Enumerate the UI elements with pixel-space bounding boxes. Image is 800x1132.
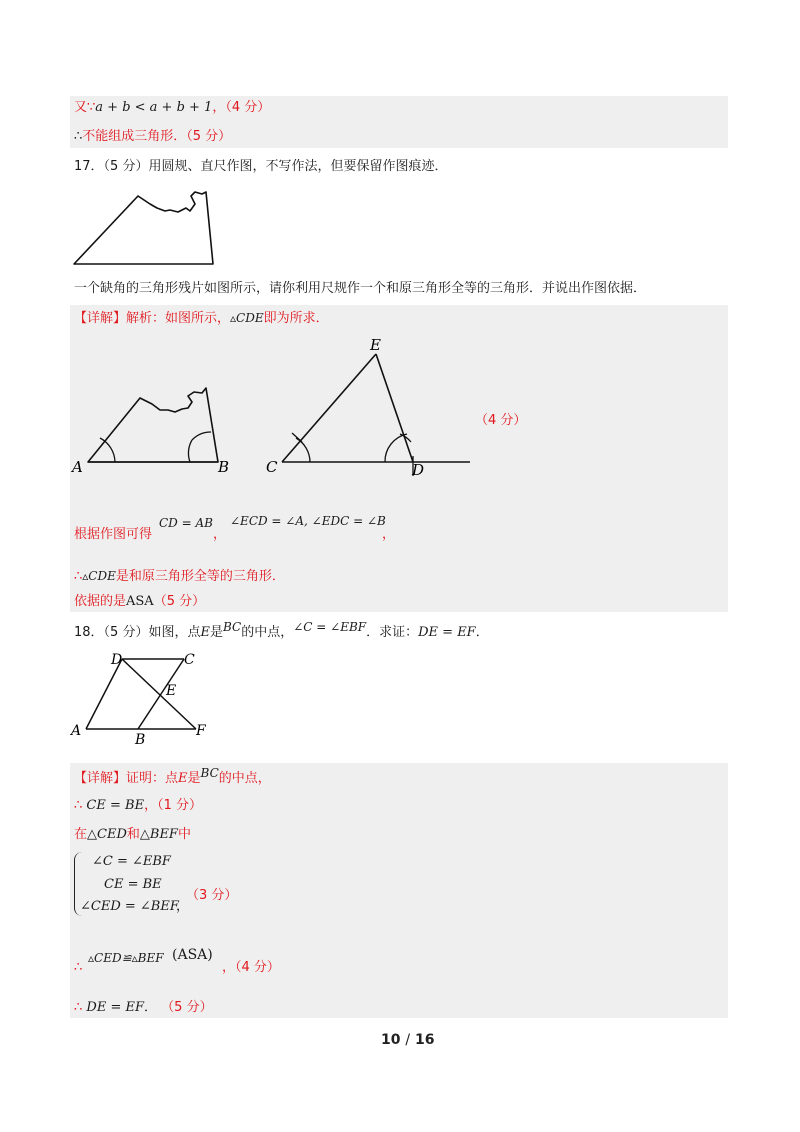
prev-line-1: 又∵a + b < a + b + 1，（4 分） xyxy=(74,100,271,115)
q18-stem: 18．（5 分）如图，点E是BC的中点，∠C = ∠EBF．求证：DE = EF． xyxy=(74,620,489,640)
arc-at-C xyxy=(296,438,310,462)
label-B: B xyxy=(218,458,230,476)
label-D: D xyxy=(412,461,425,479)
q17-score-4: （4 分） xyxy=(475,413,527,428)
left-broken-triangle xyxy=(88,388,218,462)
q18-system-score: （3 分） xyxy=(186,888,238,903)
label-A: A xyxy=(72,458,83,476)
q17-broken-triangle-figure xyxy=(70,184,220,268)
page-number: 10 / 16 xyxy=(381,1032,435,1048)
q18-step-3-expr: ▵CED≌▵BEF xyxy=(88,951,164,965)
q17-construction-figure xyxy=(70,330,490,482)
q18-step-4: ∴ DE = EF． （5 分） xyxy=(74,1000,213,1015)
segment-DF xyxy=(122,659,196,729)
q18-system-line-2: CE = BE xyxy=(104,877,162,892)
label-B: B xyxy=(135,732,146,746)
q18-system-line-3: ∠CED = ∠BEF xyxy=(80,899,179,914)
q18-proof-head: 【详解】证明：点E是BC的中点， xyxy=(74,766,271,786)
q18-system-line-1: ∠C = ∠EBF xyxy=(92,854,171,869)
q18-step-3-asa: (ASA) xyxy=(172,947,213,963)
q18-figure xyxy=(66,648,216,746)
arc-at-B-2 xyxy=(188,440,192,462)
q18-step-1: ∴ CE = BE，（1 分） xyxy=(74,798,202,813)
arc-at-B xyxy=(192,432,211,440)
label-D: D xyxy=(111,652,123,668)
segment-DE xyxy=(376,354,413,462)
arc-at-D xyxy=(385,434,407,462)
label-E: E xyxy=(166,683,177,699)
q17-basis: 根据作图可得 xyxy=(74,527,153,542)
q17-answer-head: 【详解】解析：如图所示，▵CDE即为所求． xyxy=(74,311,329,326)
label-F: F xyxy=(196,723,206,739)
q18-system-end: ， xyxy=(176,899,190,914)
arc-at-A xyxy=(100,438,115,462)
q17-basis-end: ， xyxy=(382,527,396,542)
label-C: C xyxy=(184,652,195,668)
label-E: E xyxy=(370,336,381,354)
q17-basis-sep: ， xyxy=(213,527,227,542)
q17-stem: 17．（5 分）用圆规、直尺作图，不写作法，但要保留作图痕迹． xyxy=(74,159,448,174)
segment-AD xyxy=(86,659,122,729)
q18-step-2: 在△CED和△BEF中 xyxy=(74,827,191,842)
q17-question: 一个缺角的三角形残片如图所示，请你利用尺规作一个和原三角形全等的三角形．并说出作图依据． xyxy=(74,281,647,296)
q17-basis-eq1: CD = AB xyxy=(159,516,213,530)
q18-step-3-score: ，（4 分） xyxy=(222,960,280,975)
segment-BC xyxy=(138,659,184,729)
label-C: C xyxy=(266,458,278,476)
arc-at-C-mark xyxy=(292,433,302,442)
label-A: A xyxy=(71,723,82,739)
segment-CE xyxy=(282,354,376,462)
q17-basis-asa: 依据的是ASA（5 分） xyxy=(74,594,206,609)
prev-line-2: ∴不能组成三角形．（5 分） xyxy=(74,129,232,144)
q17-conclusion: ∴▵CDE是和原三角形全等的三角形． xyxy=(74,569,285,584)
q18-step-3: ∴ xyxy=(74,960,83,975)
q17-basis-eq2: ∠ECD = ∠A, ∠EDC = ∠B xyxy=(230,514,386,528)
